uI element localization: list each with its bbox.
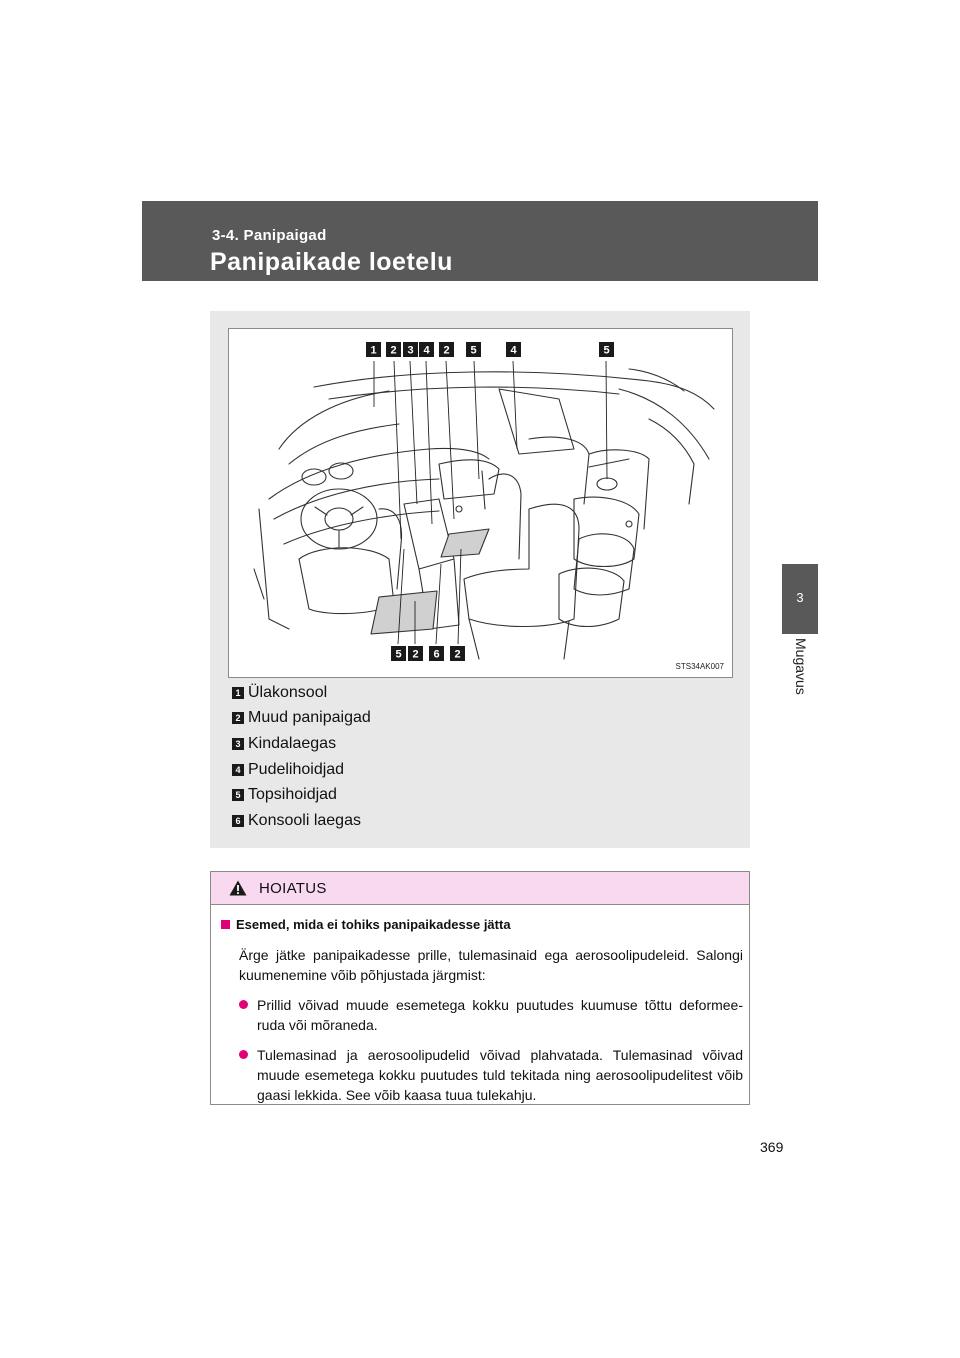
legend-item bbox=[232, 731, 371, 757]
figure-code: STS34AK007 bbox=[675, 662, 724, 671]
callout-label: 6 bbox=[433, 648, 440, 661]
top-callouts bbox=[366, 342, 614, 357]
bullet-text: Tulemasinad ja aerosoolipudelid võivad plahvatada. Tulemasinad võivad muude esemetega kokku puutudes tuld tekitada ning aerosoolipudelitest võib gaasi lekkida. See võib kaasa tuua tulekahju. bbox=[257, 1047, 743, 1103]
callout-label: 5 bbox=[395, 648, 402, 661]
warning-triangle-icon bbox=[229, 880, 247, 896]
warning-bullet bbox=[239, 995, 743, 1035]
legend-item bbox=[232, 680, 371, 706]
legend-label: Topsihoidjad bbox=[248, 786, 337, 804]
warning-header bbox=[211, 872, 749, 905]
legend-label: Kindalaegas bbox=[248, 734, 337, 752]
legend-label: Konsooli laegas bbox=[248, 811, 361, 829]
callout-label: 2 bbox=[443, 344, 450, 357]
callout-label: 2 bbox=[454, 648, 461, 661]
warning-heading-text: Esemed, mida ei tohiks panipaikadesse jätta bbox=[236, 917, 511, 932]
interior-illustration bbox=[228, 328, 733, 678]
legend-label: Muud panipaigad bbox=[248, 709, 371, 727]
page-title: Panipaikade loetelu bbox=[210, 248, 453, 276]
chapter-tab bbox=[782, 564, 818, 634]
chapter-label: Mugavus bbox=[793, 638, 809, 695]
page-number: 369 bbox=[760, 1139, 784, 1155]
legend-item bbox=[232, 782, 371, 808]
warning-box bbox=[210, 871, 750, 1105]
legend-number: 2 bbox=[232, 712, 244, 724]
callout-label: 5 bbox=[470, 344, 477, 357]
legend-number: 6 bbox=[232, 815, 244, 827]
bullet-dot-icon bbox=[239, 1050, 248, 1059]
chapter-number: 3 bbox=[796, 590, 804, 605]
warning-paragraph: Ärge jätke panipaikadesse prille, tulemasinaid ega aerosoolipudeleid. Salongi kuumenemine võib põhjustada järgmist: bbox=[239, 947, 743, 983]
legend-item bbox=[232, 706, 371, 732]
bullet-text: Prillid võivad muude esemetega kokku puutudes kuumuse tõttu deformee-ruda või mõraneda. bbox=[257, 997, 743, 1033]
callout-label: 1 bbox=[370, 344, 377, 357]
callout-label: 4 bbox=[510, 344, 517, 357]
section-label: 3-4. Panipaigad bbox=[212, 227, 327, 244]
callout-label: 2 bbox=[390, 344, 397, 357]
callout-label: 5 bbox=[603, 344, 610, 357]
legend-item bbox=[232, 757, 371, 783]
callout-label: 3 bbox=[407, 344, 414, 357]
legend-number: 4 bbox=[232, 764, 244, 776]
warning-title: HOIATUS bbox=[259, 879, 327, 897]
warning-body bbox=[211, 905, 749, 1105]
callout-label: 2 bbox=[412, 648, 419, 661]
square-bullet-icon bbox=[221, 920, 230, 929]
callout-label: 4 bbox=[423, 344, 430, 357]
figure-panel bbox=[210, 311, 750, 848]
chapter-header bbox=[142, 201, 818, 281]
bullet-dot-icon bbox=[239, 1000, 248, 1009]
legend-item bbox=[232, 808, 371, 834]
legend-number: 3 bbox=[232, 738, 244, 750]
legend-label: Pudelihoidjad bbox=[248, 760, 345, 778]
legend-number: 5 bbox=[232, 789, 244, 801]
legend-number: 1 bbox=[232, 687, 244, 699]
warning-bullet bbox=[239, 1045, 743, 1105]
warning-heading bbox=[221, 915, 743, 935]
legend-label: Ülakonsool bbox=[248, 683, 328, 701]
car-interior-drawing bbox=[229, 329, 732, 677]
bottom-callouts bbox=[391, 646, 465, 661]
chapter-side-label bbox=[783, 638, 819, 728]
legend-list bbox=[232, 680, 371, 834]
